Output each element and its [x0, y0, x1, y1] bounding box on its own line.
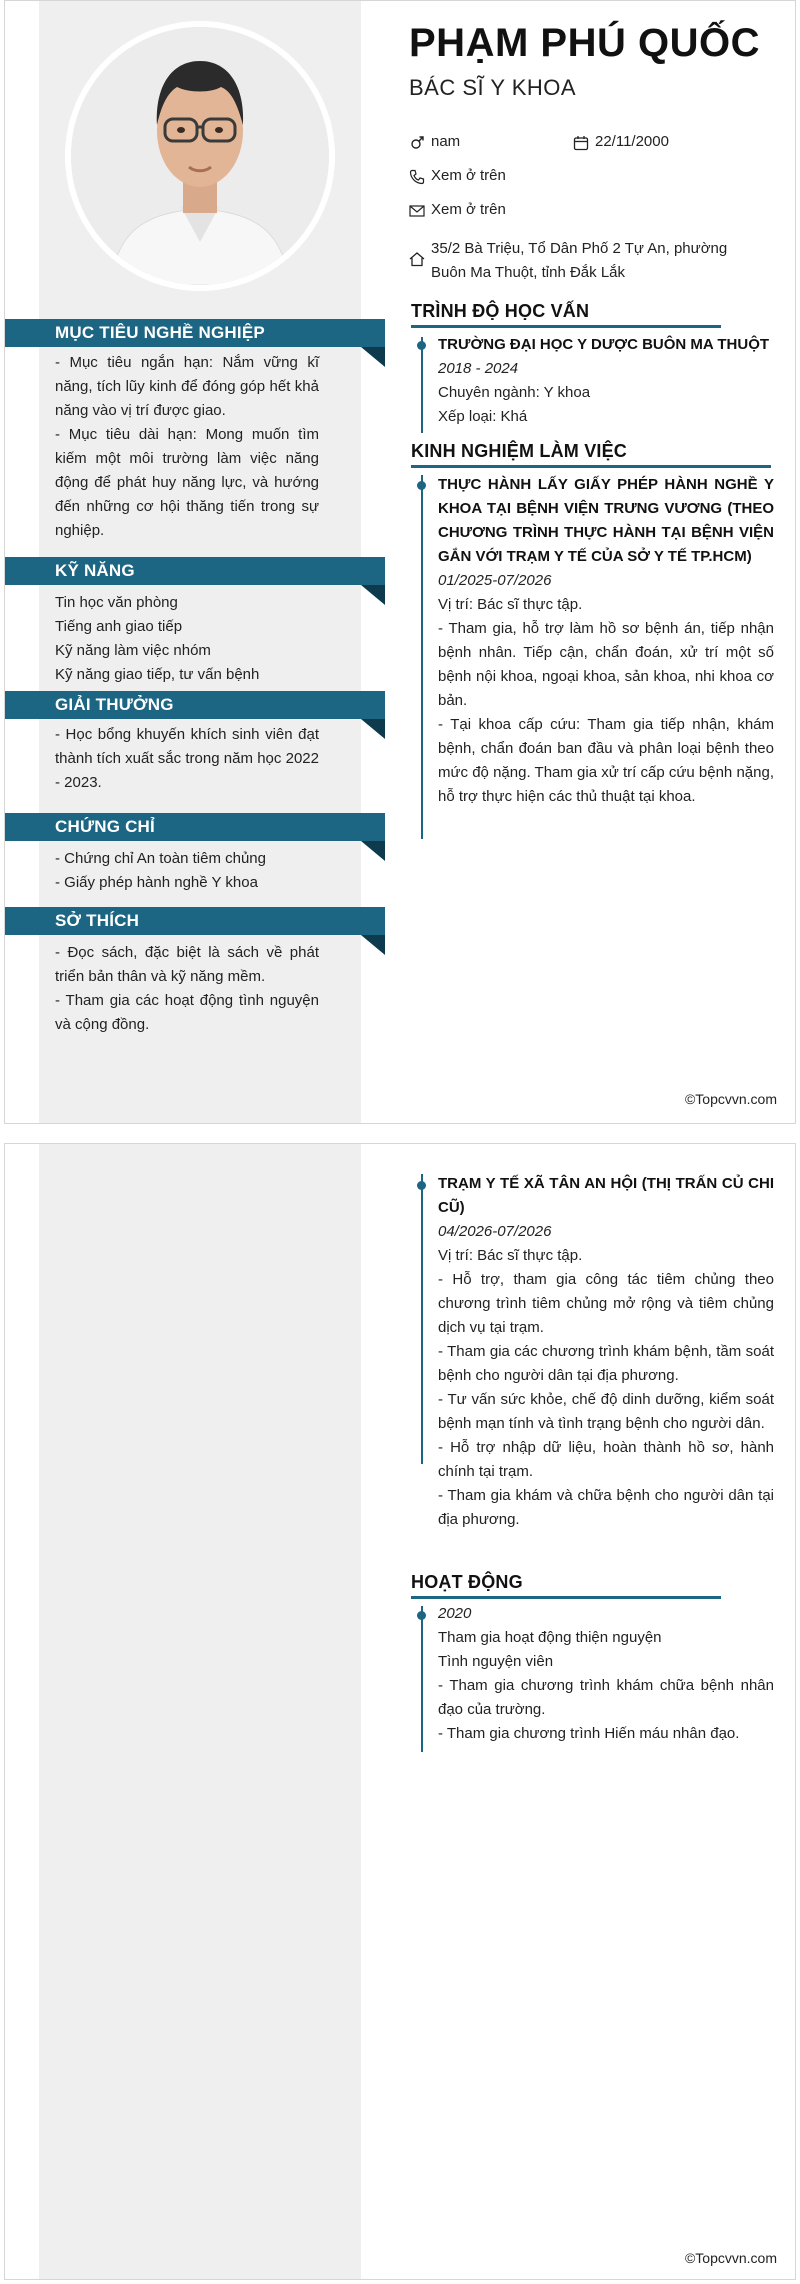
- phone-value: Xem ở trên: [431, 167, 506, 184]
- job-line: - Tư vấn sức khỏe, chế độ dinh dưỡng, kiểm soát bệnh mạn tính và tình trạng bệnh cho người dân.: [438, 1391, 774, 1432]
- awards-text: [55, 723, 319, 795]
- candidate-role: BÁC SĨ Y KHOA: [409, 75, 577, 100]
- home-icon: [409, 251, 425, 267]
- job-line: - Tham gia khám và chữa bệnh cho người dân tại địa phương.: [438, 1487, 774, 1528]
- skills-list: [55, 591, 319, 687]
- skill-item: Kỹ năng giao tiếp, tư vấn bệnh: [55, 666, 260, 683]
- certificate-item: - Chứng chỉ An toàn tiêm chủng: [55, 850, 266, 867]
- activity-line: Tình nguyện viên: [438, 1653, 554, 1670]
- awards-heading: GIẢI THƯỞNG: [5, 691, 385, 719]
- email-row: [409, 201, 506, 219]
- timeline-dot: [417, 341, 426, 350]
- footer-brand: ©Topcvvn.com: [684, 2250, 777, 2266]
- job-entry: [438, 473, 774, 809]
- phone-row: [409, 167, 506, 185]
- school-name: TRƯỜNG ĐẠI HỌC Y DƯỢC BUÔN MA THUỘT: [438, 336, 770, 353]
- experience-timeline: [421, 475, 423, 839]
- gender-row: [409, 133, 460, 151]
- objective-item: - Mục tiêu ngắn hạn: Nắm vững kĩ năng, tích lũy kinh để đóng góp hết khả năng vào vị trí được giao.: [55, 354, 319, 419]
- education-major: Chuyên ngành: Y khoa: [438, 384, 591, 401]
- award-item: - Học bổng khuyến khích sinh viên đạt thành tích xuất sắc trong năm học 2022 - 2023.: [55, 726, 319, 791]
- activity-line: Tham gia hoạt động thiện nguyện: [438, 1629, 662, 1646]
- objective-heading: MỤC TIÊU NGHỀ NGHIỆP: [5, 319, 385, 347]
- hobby-item: - Tham gia các hoạt động tình nguyện và cộng đồng.: [55, 992, 319, 1033]
- objective-item: - Mục tiêu dài hạn: Mong muốn tìm kiếm một môi trường làm việc năng động để phát huy năng lực, và hướng đến những cơ hội thăng tiến trong sự nghiệp.: [55, 426, 319, 539]
- cv-page-2: [4, 1143, 796, 2280]
- job-title: TRẠM Y TẾ XÃ TÂN AN HỘI (THỊ TRẤN CỦ CHI CŨ): [438, 1175, 774, 1216]
- address-value: 35/2 Bà Triệu, Tổ Dân Phố 2 Tự An, phường Buôn Ma Thuột, tỉnh Đắk Lắk: [431, 240, 728, 281]
- skill-item: Kỹ năng làm việc nhóm: [55, 642, 211, 659]
- job-line: - Hỗ trợ, tham gia công tác tiêm chủng theo chương trình tiêm chủng mở rộng và tiêm chủng dịch vụ tại trạm.: [438, 1271, 774, 1336]
- avatar: [71, 27, 329, 285]
- objective-text: [55, 351, 319, 543]
- education-timeline: [421, 337, 423, 433]
- skills-heading: KỸ NĂNG: [5, 557, 385, 585]
- certificates-list: [55, 847, 319, 895]
- banner-fold: [361, 935, 385, 955]
- mail-icon: [409, 203, 425, 219]
- activity-entry: [438, 1602, 774, 1746]
- job-period: 04/2026-07/2026: [438, 1223, 552, 1240]
- phone-icon: [409, 169, 425, 185]
- job-line: - Tham gia các chương trình khám bệnh, tầm soát bệnh cho người dân tại địa phương.: [438, 1343, 774, 1384]
- job-line: - Hỗ trợ nhập dữ liệu, hoàn thành hồ sơ, hành chính tại trạm.: [438, 1439, 774, 1480]
- activity-period: 2020: [438, 1605, 472, 1622]
- banner-fold: [361, 585, 385, 605]
- activities-timeline: [421, 1606, 423, 1752]
- address-row: [409, 237, 727, 285]
- certificate-item: - Giấy phép hành nghề Y khoa: [55, 874, 258, 891]
- job-line: - Tham gia, hỗ trợ làm hồ sơ bệnh án, tiếp nhận bệnh nhân. Tiếp cận, chẩn đoán, xử trí một số bệnh nội khoa, ngoại khoa, sản khoa, nhi khoa cơ bản.: [438, 620, 774, 709]
- experience-heading: KINH NGHIỆM LÀM VIỆC: [411, 441, 628, 461]
- experience-underline: [411, 465, 771, 468]
- footer-brand: ©Topcvvn.com: [684, 1091, 777, 1107]
- education-period: 2018 - 2024: [438, 360, 519, 377]
- activities-underline: [411, 1596, 721, 1599]
- experience-timeline: [421, 1174, 423, 1464]
- timeline-dot: [417, 1181, 426, 1190]
- birthday-row: [573, 133, 669, 151]
- banner-fold: [361, 841, 385, 861]
- gender-value: nam: [431, 133, 461, 150]
- job-line: Vị trí: Bác sĩ thực tập.: [438, 1247, 583, 1264]
- gender-icon: [409, 135, 425, 151]
- education-heading: TRÌNH ĐỘ HỌC VẤN: [411, 301, 590, 321]
- activities-heading: HOẠT ĐỘNG: [411, 1572, 523, 1592]
- certificates-heading: CHỨNG CHỈ: [5, 813, 385, 841]
- candidate-name: PHẠM PHÚ QUỐC: [409, 21, 760, 65]
- job-period: 01/2025-07/2026: [438, 572, 552, 589]
- timeline-dot: [417, 481, 426, 490]
- banner-fold: [361, 347, 385, 367]
- activity-line: - Tham gia chương trình Hiến máu nhân đạo.: [438, 1725, 740, 1742]
- job-line: - Tại khoa cấp cứu: Tham gia tiếp nhận, khám bệnh, chẩn đoán ban đầu và phân loại bệnh theo mức độ nặng. Tham gia xử trí cấp cứu bệnh nặng, hỗ trợ thực hiện các thủ thuật tại khoa.: [438, 716, 774, 805]
- email-value: Xem ở trên: [431, 201, 506, 218]
- timeline-dot: [417, 1611, 426, 1620]
- skill-item: Tin học văn phòng: [55, 594, 178, 611]
- calendar-icon: [573, 135, 589, 151]
- sidebar-background: [39, 1144, 361, 2279]
- activity-line: - Tham gia chương trình khám chữa bệnh nhân đạo của trường.: [438, 1677, 774, 1718]
- job-title: THỰC HÀNH LẤY GIẤY PHÉP HÀNH NGHỀ Y KHOA TẠI BỆNH VIỆN TRƯNG VƯƠNG (THEO CHƯƠNG TRÌNH THỰC HÀNH TẠI BỆNH VIỆN GẮN VỚI TRẠM Y TẾ CỦA SỞ Y TẾ TP.HCM): [438, 476, 774, 565]
- hobbies-text: [55, 941, 319, 1037]
- job-line: Vị trí: Bác sĩ thực tập.: [438, 596, 583, 613]
- cv-page-1: [4, 0, 796, 1124]
- job-entry: [438, 1172, 774, 1532]
- hobby-item: - Đọc sách, đặc biệt là sách về phát triển bản thân và kỹ năng mềm.: [55, 944, 319, 985]
- education-entry: [438, 333, 774, 429]
- hobbies-heading: SỞ THÍCH: [5, 907, 385, 935]
- education-underline: [411, 325, 721, 328]
- education-grade: Xếp loại: Khá: [438, 408, 528, 425]
- birthday-value: 22/11/2000: [595, 133, 669, 150]
- skill-item: Tiếng anh giao tiếp: [55, 618, 183, 635]
- banner-fold: [361, 719, 385, 739]
